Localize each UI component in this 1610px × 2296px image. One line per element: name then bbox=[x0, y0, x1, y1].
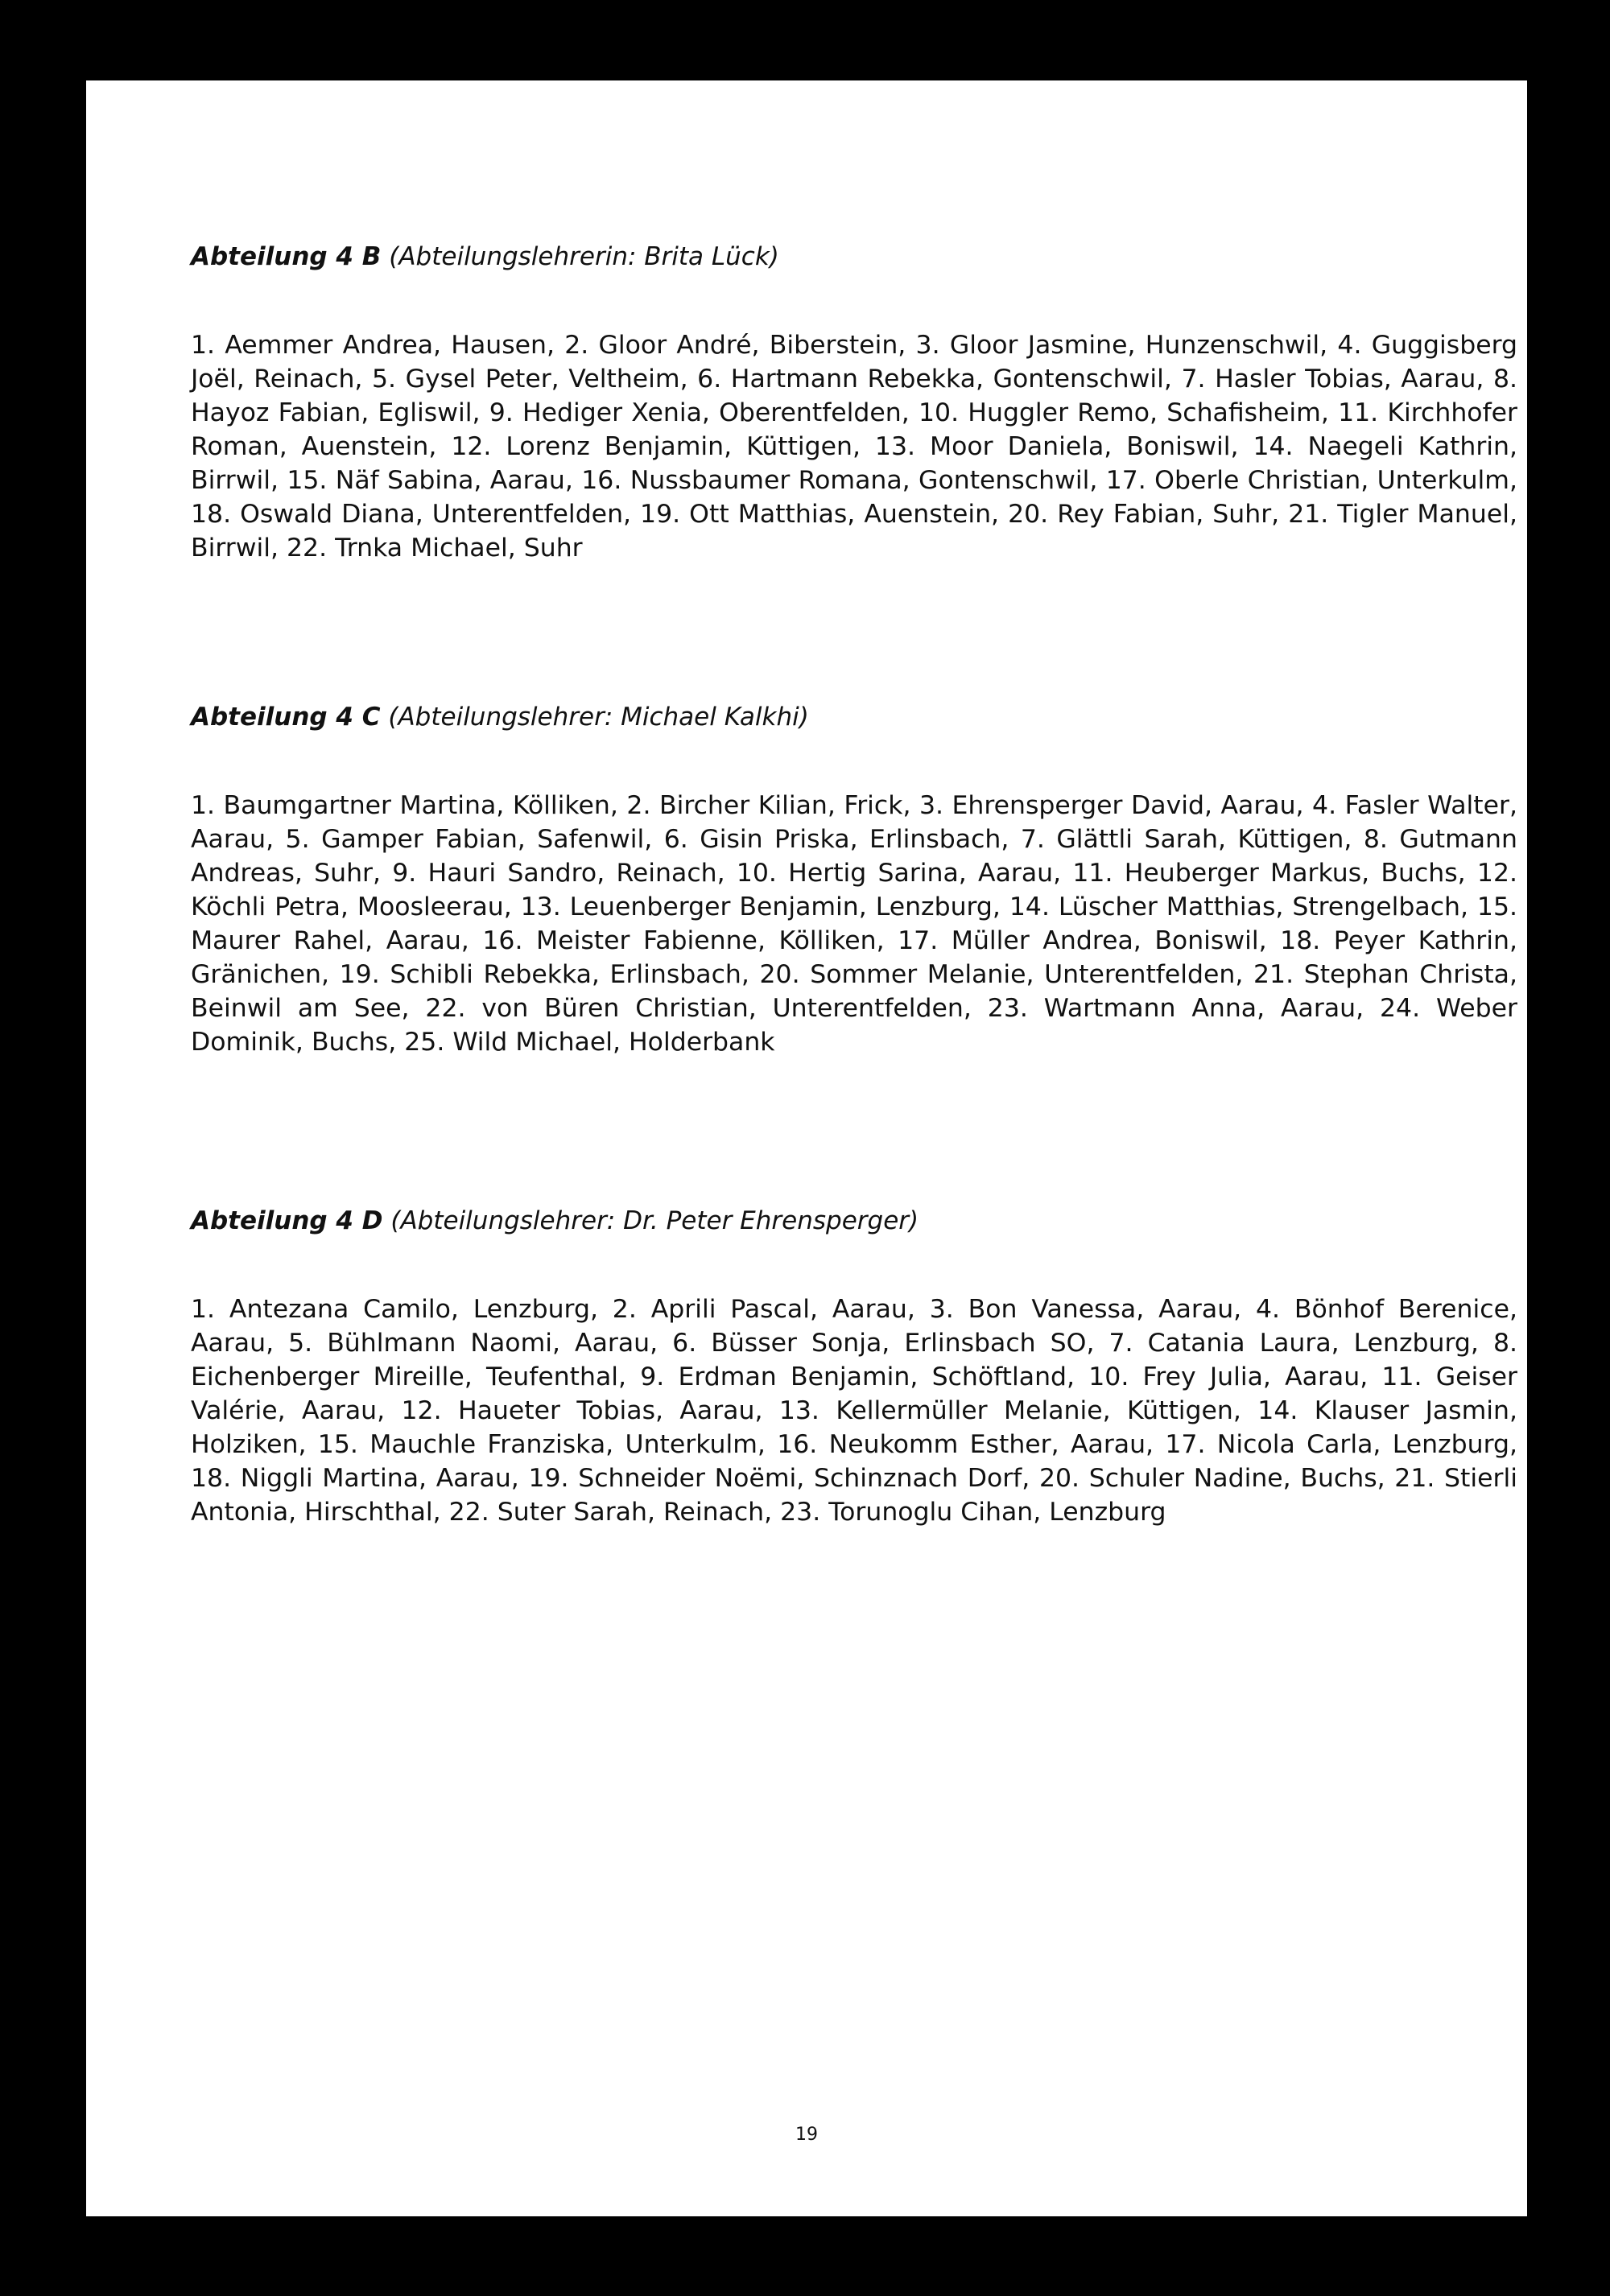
section-label: Abteilung 4 B bbox=[191, 242, 382, 271]
page-number: 19 bbox=[795, 2125, 818, 2145]
document-page bbox=[86, 80, 1527, 2216]
section-teacher: (Abteilungslehrer: Dr. Peter Ehrensperger) bbox=[390, 1206, 919, 1235]
section-4b bbox=[191, 240, 1517, 565]
section-teacher: (Abteilungslehrer: Michael Kalkhi) bbox=[388, 703, 809, 732]
section-4c bbox=[191, 700, 1517, 1059]
student-list: 1. Aemmer Andrea, Hausen, 2. Gloor André, Biberstein, 3. Gloor Jasmine, Hunzenschwil, 4. Guggisberg Joël, Reinach, 5. Gysel Peter, Veltheim, 6. Hartmann Rebekka, Gontenschwil, 7. Hasler Tobias, Aarau, 8. Hayoz Fabian, Egliswil, 9. Hediger Xenia, Oberentfelden, 10. Huggler Remo, Schafisheim, 11. Kirchhofer Roman, Auenstein, 12. Lorenz Benjamin, Küttigen, 13. Moor Daniela, Boniswil, 14. Naegeli Kathrin, Birrwil, 15. Näf Sabina, Aarau, 16. Nussbaumer Romana, Gontenschwil, 17. Oberle Christian, Unterkulm, 18. Oswald Diana, Unterentfelden, 19. Ott Matthias, Auenstein, 20. Rey Fabian, Suhr, 21. Tigler Manuel, Birrwil, 22. Trnka Michael, Suhr bbox=[191, 331, 1517, 563]
section-label: Abteilung 4 D bbox=[191, 1206, 383, 1235]
section-heading bbox=[191, 240, 1517, 274]
section-heading bbox=[191, 700, 1517, 734]
student-list: 1. Antezana Camilo, Lenzburg, 2. Aprili Pascal, Aarau, 3. Bon Vanessa, Aarau, 4. Bönhof Berenice, Aarau, 5. Bühlmann Naomi, Aarau, 6. Büsser Sonja, Erlinsbach SO, 7. Catania Laura, Lenzburg, 8. Eichenberger Mireille, Teufenthal, 9. Erdman Benjamin, Schöftland, 10. Frey Julia, Aarau, 11. Geiser Valérie, Aarau, 12. Haueter Tobias, Aarau, 13. Kellermüller Melanie, Küttigen, 14. Klauser Jasmin, Holziken, 15. Mauchle Franziska, Unterkulm, 16. Neukomm Esther, Aarau, 17. Nicola Carla, Lenzburg, 18. Niggli Martina, Aarau, 19. Schneider Noëmi, Schinznach Dorf, 20. Schuler Nadine, Buchs, 21. Stierli Antonia, Hirschthal, 22. Suter Sarah, Reinach, 23. Torunoglu Cihan, Lenzburg bbox=[191, 1295, 1517, 1527]
section-teacher: (Abteilungslehrerin: Brita Lück) bbox=[389, 242, 779, 271]
section-label: Abteilung 4 C bbox=[191, 703, 381, 732]
section-4d bbox=[191, 1204, 1517, 1529]
section-heading bbox=[191, 1204, 1517, 1238]
student-list: 1. Baumgartner Martina, Kölliken, 2. Bircher Kilian, Frick, 3. Ehrensperger David, Aarau, 4. Fasler Walter, Aarau, 5. Gamper Fabian, Safenwil, 6. Gisin Priska, Erlinsbach, 7. Glättli Sarah, Küttigen, 8. Gutmann Andreas, Suhr, 9. Hauri Sandro, Reinach, 10. Hertig Sarina, Aarau, 11. Heuberger Markus, Buchs, 12. Köchli Petra, Moosleerau, 13. Leuenberger Benjamin, Lenzburg, 14. Lüscher Matthias, Strengelbach, 15. Maurer Rahel, Aarau, 16. Meister Fabienne, Kölliken, 17. Müller Andrea, Boniswil, 18. Peyer Kathrin, Gränichen, 19. Schibli Rebekka, Erlinsbach, 20. Sommer Melanie, Unterentfelden, 21. Stephan Christa, Beinwil am See, 22. von Büren Christian, Unterentfelden, 23. Wartmann Anna, Aarau, 24. Weber Dominik, Buchs, 25. Wild Michael, Holderbank bbox=[191, 791, 1517, 1057]
